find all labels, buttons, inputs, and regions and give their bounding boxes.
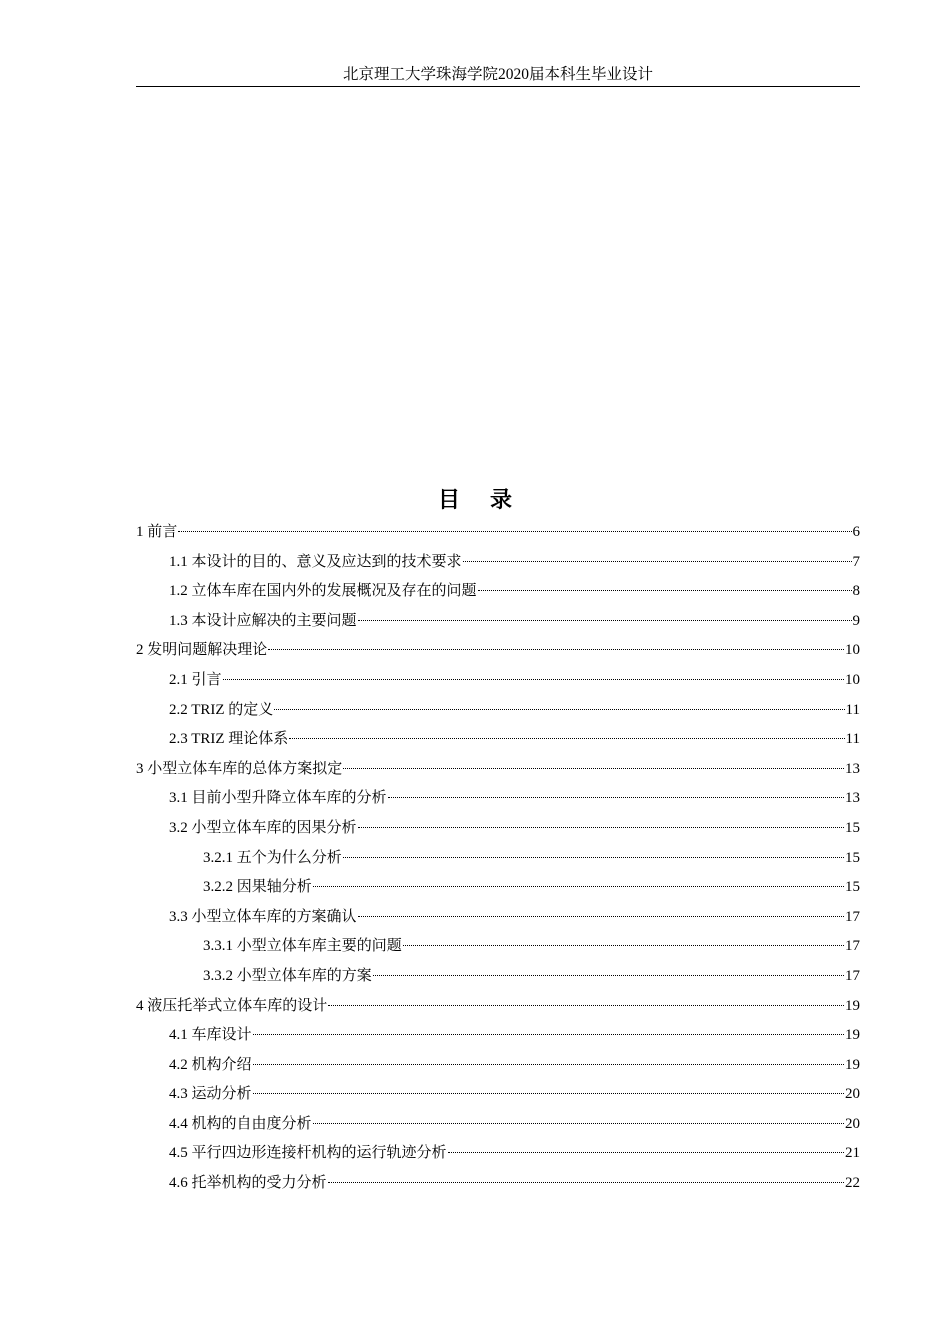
toc-entry-page: 19 [845, 1056, 860, 1073]
toc-list [136, 518, 860, 1199]
toc-entry[interactable] [136, 962, 860, 992]
toc-entry-page: 19 [845, 997, 860, 1014]
toc-entry-page: 20 [845, 1115, 860, 1132]
toc-leader [274, 709, 844, 710]
toc-entry-label: 4.2 机构介绍 [169, 1056, 252, 1073]
toc-entry-page: 19 [845, 1027, 860, 1044]
toc-entry[interactable] [136, 666, 860, 696]
toc-entry-page: 15 [845, 849, 860, 866]
toc-leader [328, 1005, 844, 1006]
toc-entry[interactable] [136, 844, 860, 874]
toc-entry-page: 10 [845, 642, 860, 659]
toc-leader [343, 768, 844, 769]
toc-entry[interactable] [136, 873, 860, 903]
toc-title-part1: 目 [437, 487, 460, 512]
toc-entry[interactable] [136, 577, 860, 607]
toc-entry-page: 13 [845, 760, 860, 777]
toc-entry[interactable] [136, 932, 860, 962]
toc-entry-page: 22 [845, 1175, 860, 1192]
toc-entry-label: 2.3 TRIZ 理论体系 [169, 731, 289, 748]
toc-entry[interactable] [136, 1080, 860, 1110]
toc-entry[interactable] [136, 1110, 860, 1140]
toc-entry-page: 8 [852, 583, 860, 600]
toc-entry-label: 4 液压托举式立体车库的设计 [136, 997, 328, 1014]
toc-entry-label: 4.4 机构的自由度分析 [169, 1115, 312, 1132]
toc-entry-label: 3.1 目前小型升降立体车库的分析 [169, 790, 387, 807]
toc-entry[interactable] [136, 903, 860, 933]
toc-entry-page: 15 [845, 819, 860, 836]
toc-leader [268, 649, 844, 650]
toc-entry-label: 3.2.1 五个为什么分析 [203, 849, 342, 866]
toc-entry-label: 4.6 托举机构的受力分析 [169, 1175, 327, 1192]
toc-entry-label: 4.1 车库设计 [169, 1027, 252, 1044]
toc-entry[interactable] [136, 518, 860, 548]
toc-entry-page: 20 [845, 1086, 860, 1103]
toc-entry[interactable] [136, 1051, 860, 1081]
toc-entry-label: 3.2 小型立体车库的因果分析 [169, 819, 357, 836]
toc-entry[interactable] [136, 636, 860, 666]
toc-entry-page: 10 [845, 671, 860, 688]
toc-entry-page: 6 [852, 524, 860, 540]
toc-entry-page: 9 [852, 612, 860, 629]
toc-entry[interactable] [136, 755, 860, 785]
toc-entry[interactable] [136, 814, 860, 844]
toc-title [0, 486, 950, 514]
toc-leader [253, 1064, 844, 1065]
toc-entry-label: 4.3 运动分析 [169, 1086, 252, 1103]
toc-entry-page: 11 [845, 731, 860, 748]
page-header [136, 64, 860, 87]
toc-leader [403, 945, 844, 946]
toc-entry-label: 3 小型立体车库的总体方案拟定 [136, 760, 343, 777]
toc-leader [358, 916, 844, 917]
toc-leader [463, 561, 852, 562]
toc-entry-page: 13 [845, 790, 860, 807]
toc-entry[interactable] [136, 1021, 860, 1051]
toc-leader [313, 1123, 844, 1124]
toc-leader [313, 886, 844, 887]
toc-leader [358, 620, 852, 621]
toc-entry[interactable] [136, 725, 860, 755]
toc-entry-page: 21 [845, 1145, 860, 1162]
toc-leader [253, 1093, 844, 1094]
toc-entry-page: 7 [852, 553, 860, 570]
toc-entry-page: 11 [845, 701, 860, 718]
toc-leader [388, 797, 844, 798]
toc-title-part2: 录 [490, 487, 513, 512]
toc-entry[interactable] [136, 548, 860, 578]
toc-leader [343, 857, 844, 858]
toc-entry-label: 2 发明问题解决理论 [136, 642, 268, 659]
header-title: 北京理工大学珠海学院2020届本科生毕业设计 [342, 66, 653, 83]
toc-entry-label: 1 前言 [136, 524, 178, 540]
toc-entry-label: 1.1 本设计的目的、意义及应达到的技术要求 [169, 553, 462, 570]
toc-entry-label: 4.5 平行四边形连接杆机构的运行轨迹分析 [169, 1145, 447, 1162]
toc-leader [253, 1034, 844, 1035]
toc-leader [328, 1182, 844, 1183]
toc-leader [289, 738, 844, 739]
toc-entry[interactable] [136, 607, 860, 637]
toc-leader [373, 975, 844, 976]
toc-entry-label: 1.3 本设计应解决的主要问题 [169, 612, 357, 629]
toc-entry-label: 3.3.1 小型立体车库主要的问题 [203, 938, 402, 955]
toc-entry-label: 2.2 TRIZ 的定义 [169, 701, 274, 718]
toc-entry[interactable] [136, 696, 860, 726]
toc-entry[interactable] [136, 1139, 860, 1169]
toc-leader [448, 1152, 844, 1153]
toc-entry[interactable] [136, 784, 860, 814]
toc-leader [358, 827, 844, 828]
toc-entry-page: 17 [845, 967, 860, 984]
toc-entry-page: 17 [845, 938, 860, 955]
toc-entry-page: 17 [845, 908, 860, 925]
toc-entry[interactable] [136, 992, 860, 1022]
toc-entry-label: 1.2 立体车库在国内外的发展概况及存在的问题 [169, 583, 477, 600]
toc-leader [223, 679, 844, 680]
toc-entry-label: 3.3.2 小型立体车库的方案 [203, 967, 372, 984]
toc-entry-label: 2.1 引言 [169, 671, 222, 688]
toc-entry-label: 3.2.2 因果轴分析 [203, 879, 312, 896]
toc-leader [478, 590, 852, 591]
toc-entry-label: 3.3 小型立体车库的方案确认 [169, 908, 357, 925]
toc-entry[interactable] [136, 1169, 860, 1199]
toc-entry-page: 15 [845, 879, 860, 896]
toc-leader [178, 531, 851, 532]
